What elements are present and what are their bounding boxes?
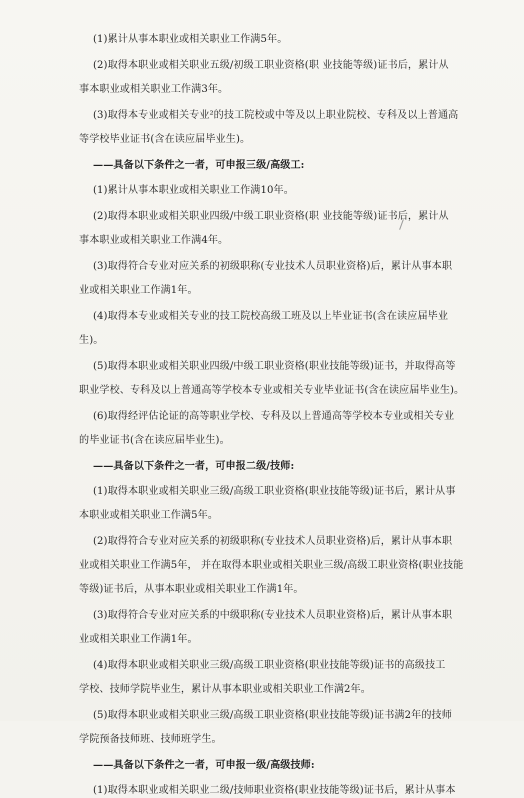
- text-line: 生)。: [79, 335, 104, 346]
- text-line: 本职业或相关职业工作满5年。: [79, 510, 219, 521]
- text-line: 事本职业或相关职业工作满4年。: [79, 235, 229, 246]
- text-line: (1)取得本职业或相关职业二级/技师职业资格(职业技能等级)证书后，累计从事本: [93, 785, 456, 796]
- text-line: 事本职业或相关职业工作满3年。: [79, 84, 229, 95]
- page-corner-fold-line: [518, 0, 524, 58]
- text-line: 等学校毕业证书(含在读应届毕业生)。: [79, 134, 251, 145]
- text-line: 学校、技师学院毕业生，累计从事本职业或相关职业工作满2年。: [79, 684, 371, 695]
- text-line: 学院预备技师班、技师班学生。: [79, 734, 222, 745]
- section-heading: ——具备以下条件之一者，可申报一级/高级技师:: [93, 760, 315, 771]
- text-line: (1)累计从事本职业或相关职业工作满5年。: [93, 34, 288, 45]
- text-line: (3)取得符合专业对应关系的中级职称(专业技术人员职业资格)后，累计从事本职: [93, 610, 453, 621]
- document-body: [79, 23, 494, 798]
- text-line: 的毕业证书(含在读应届毕业生)。: [79, 435, 230, 446]
- text-line: (2)取得符合专业对应关系的初级职称(专业技术人员职业资格)后，累计从事本职: [93, 536, 453, 547]
- text-line: (6)取得经评估论证的高等职业学校、专科及以上普通高等学校本专业或相关专业: [93, 411, 455, 422]
- text-line: (2)取得本职业或相关职业五级/初级工职业资格(职 业技能等级)证书后，累计从: [93, 60, 449, 71]
- text-line: (5)取得本职业或相关职业三级/高级工职业资格(职业技能等级)证书满2年的技师: [93, 710, 452, 721]
- text-line: (2)取得本职业或相关职业四级/中级工职业资格(职 业技能等级)证书后，累计从: [93, 211, 449, 222]
- text-line: (3)取得本专业或相关专业²的技工院校或中等及以上职业院校、专科及以上普通高: [93, 110, 459, 121]
- text-line: (4)取得本职业或相关职业三级/高级工职业资格(职业技能等级)证书的高级技工: [93, 660, 446, 671]
- text-line: (3)取得符合专业对应关系的初级职称(专业技术人员职业资格)后，累计从事本职: [93, 261, 453, 272]
- text-line: 业或相关职业工作满1年。: [79, 634, 198, 645]
- section-heading: ——具备以下条件之一者，可申报二级/技师:: [93, 461, 295, 472]
- section-heading: ——具备以下条件之一者，可申报三级/高级工:: [93, 160, 305, 171]
- text-line: 职业学校、专科及以上普通高等学校本专业或相关专业毕业证书(含在读应届毕业生)。: [79, 385, 465, 396]
- text-line: (1)累计从事本职业或相关职业工作满10年。: [93, 185, 294, 196]
- text-line: 等级)证书后，从事本职业或相关职业工作满1年。: [79, 584, 304, 595]
- text-line: 业或相关职业工作满1年。: [79, 285, 198, 296]
- text-line: 业或相关职业工作满5年， 并在取得本职业或相关职业三级/高级工职业资格(职业技能: [79, 560, 464, 571]
- text-line: (4)取得本专业或相关专业的技工院校高级工班及以上毕业证书(含在读应届毕业: [93, 311, 449, 322]
- text-line: (5)取得本职业或相关职业四级/中级工职业资格(职业技能等级)证书，并取得高等: [93, 361, 456, 372]
- text-line: (1)取得本职业或相关职业三级/高级工职业资格(职业技能等级)证书后，累计从事: [93, 486, 456, 497]
